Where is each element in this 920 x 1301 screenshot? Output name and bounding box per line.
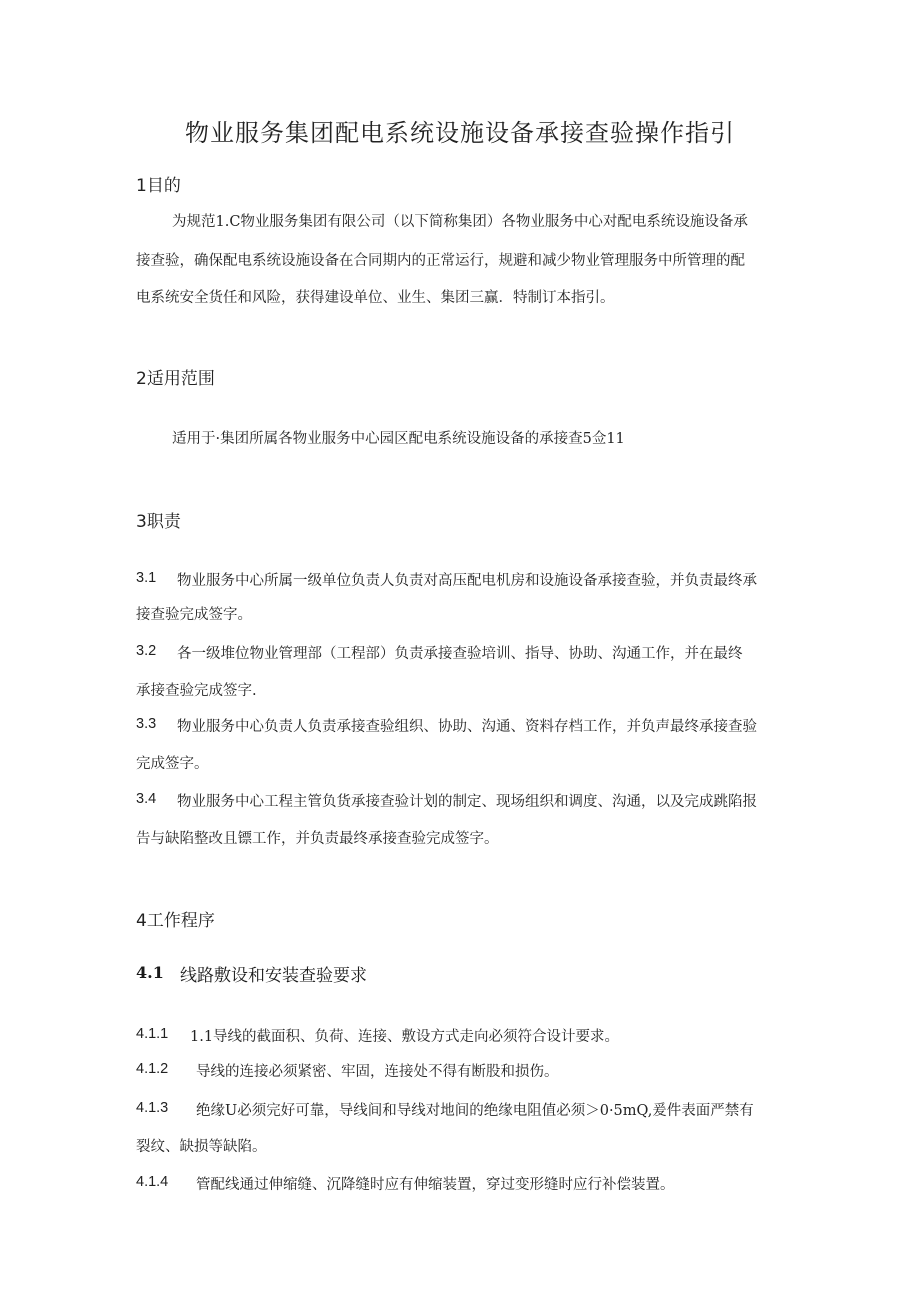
item-text: 绝缘U必须完好可靠，导线间和导线对地间的绝缘电阻值必须＞0·5mQ,爰件表面严禁有 — [196, 1103, 754, 1119]
subsection-heading: 线路敷设和安装查验要求 — [180, 966, 367, 986]
item-text-cont: 接查验完成签字。 — [136, 607, 252, 623]
item-number: 4.1.4 — [136, 1174, 169, 1190]
subsection-number: 4.1 — [136, 963, 164, 982]
item-text: 物业服务中心工程主管负货承接查验计划的制定、现场组织和调度、沟通，以及完成跳陷报 — [177, 794, 757, 810]
item-number: 3.2 — [136, 643, 157, 659]
item-text: 物业服务中心负责人负责承接查验组织、协助、沟通、资料存档工作，并负声最终承接查验 — [177, 719, 757, 735]
item-number: 3.3 — [136, 716, 157, 732]
scope-text: 适用于·集团所属各物业服务中心园区配电系统设施设备的承接查5佥11 — [172, 431, 625, 447]
section-heading-procedure: 4工作程序 — [136, 911, 215, 931]
item-text: 管配线通过伸缩缝、沉降缝时应有伸缩装置，穿过变形缝时应行补偿装置。 — [196, 1177, 675, 1193]
item-number: 4.1.2 — [136, 1061, 169, 1077]
item-number: 4.1.1 — [136, 1026, 169, 1042]
item-text-cont: 完成签字。 — [136, 756, 209, 772]
page-title: 物业服务集团配电系统设施设备承接查验操作指引 — [185, 119, 735, 147]
item-text-cont: 裂纹、缺损等缺陷。 — [136, 1139, 267, 1155]
item-text: 物业服务中心所属一级单位负责人负责对高压配电机房和设施设备承接查验，并负责最终承 — [177, 573, 757, 589]
paragraph-line: 电系统安全货任和风险，获得建设单位、业生、集团三赢．特制订本指引。 — [136, 290, 615, 306]
paragraph-line: 接查验，确保配电系统设施设备在合同期内的正常运行，规避和减少物业管理服务中所管理的配 — [136, 253, 745, 269]
paragraph-line: 为规范1.C物业服务集团有限公司（以下简称集团）各物业服务中心对配电系统设施设备承 — [172, 214, 748, 230]
item-number: 3.1 — [136, 570, 157, 586]
section-heading-purpose: 1目的 — [136, 176, 181, 196]
item-text-cont: 承接查验完成签字. — [136, 683, 257, 699]
section-heading-duties: 3职责 — [136, 512, 181, 532]
item-text: 各一级堆位物业管理部（工程部）负责承接查验培训、指导、协助、沟通工作，并在最终 — [177, 646, 743, 662]
item-text: 导线的连接必须紧密、牢固，连接处不得有断股和损伤。 — [196, 1064, 559, 1080]
item-text: 1.1导线的截面积、负荷、连接、敷设方式走向必须符合设计要求。 — [190, 1029, 620, 1045]
item-text-cont: 告与缺陷整改且镖工作，并负责最终承接查验完成签字。 — [136, 831, 499, 847]
section-heading-scope: 2适用范围 — [136, 369, 215, 389]
item-number: 3.4 — [136, 791, 157, 807]
item-number: 4.1.3 — [136, 1100, 169, 1116]
